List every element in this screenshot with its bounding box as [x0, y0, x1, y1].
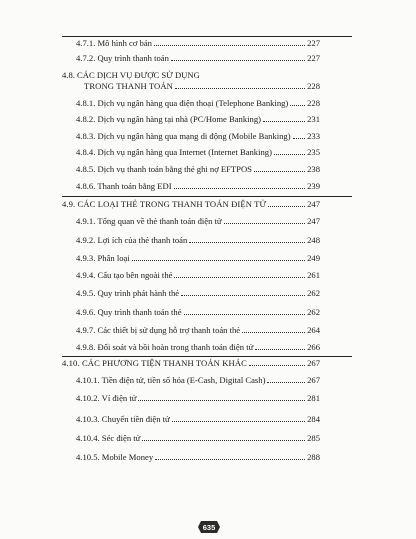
toc-entry-4-9-5	[76, 288, 320, 298]
toc-entry-page: 233	[307, 131, 320, 141]
toc-entry-page: 239	[307, 181, 320, 191]
dot-leader	[268, 206, 305, 207]
toc-entry-4-8-4	[76, 147, 320, 157]
toc-entry-4-8-2	[76, 114, 320, 124]
toc-entry-page: 228	[307, 81, 320, 91]
toc-entry-label: 4.8.2. Dịch vụ ngân hàng tại nhà (PC/Home Banking)	[76, 114, 261, 124]
dot-leader	[132, 260, 305, 261]
dot-leader	[184, 314, 305, 315]
toc-entry-4-8-1	[76, 98, 320, 108]
toc-entry-page: 267	[307, 358, 320, 368]
toc-entry-4-8-3	[76, 131, 320, 141]
toc-entry-page: 231	[307, 114, 320, 124]
toc-entry-label: 4.9.8. Đối soát và bồi hoàn trong thanh toán điện tử	[76, 342, 254, 352]
toc-entry-4-9-6	[76, 307, 320, 317]
toc-entry-page: 247	[307, 199, 320, 209]
toc-entry-label: 4.7.1. Mô hình cơ bản	[76, 38, 152, 48]
section-heading-4-8	[84, 81, 320, 91]
toc-entry-page: 288	[307, 452, 320, 462]
dot-leader	[254, 171, 305, 172]
toc-entry-4-9-3	[76, 253, 320, 263]
toc-entry-label: 4.9.1. Tổng quan về thẻ thanh toán điện tử	[76, 216, 222, 226]
toc-entry-page: 228	[307, 98, 320, 108]
dot-leader	[154, 45, 305, 46]
toc-entry-label: 4.10.4. Séc điện tử	[76, 433, 141, 443]
dot-leader	[249, 365, 305, 366]
toc-entry-page: 262	[307, 288, 320, 298]
toc-entry-page: 267	[307, 375, 320, 385]
dot-leader	[155, 459, 305, 460]
toc-entry-label: 4.8.6. Thanh toán bằng EDI	[76, 181, 172, 191]
toc-entry-4-10-2	[76, 393, 320, 403]
dot-leader	[175, 88, 305, 89]
section-heading-4-10	[62, 358, 320, 368]
dot-leader	[171, 60, 305, 61]
dot-leader	[224, 223, 305, 224]
top-rule	[62, 36, 352, 37]
toc-entry-page: 264	[307, 325, 320, 335]
dot-leader	[172, 421, 305, 422]
section-rule	[62, 356, 352, 357]
dot-leader	[274, 154, 305, 155]
dot-leader	[181, 295, 305, 296]
dot-leader	[142, 440, 305, 441]
toc-entry-page: 281	[307, 393, 320, 403]
page-number: 635	[202, 522, 216, 532]
toc-entry-label: 4.9.5. Quy trình phát hành thẻ	[76, 288, 180, 298]
dot-leader	[174, 277, 305, 278]
toc-entry-label: 4.8.4. Dịch vụ ngân hàng qua Internet (Internet Banking)	[76, 147, 272, 157]
toc-entry-label: 4.10.5. Mobile Money	[76, 452, 154, 462]
toc-entry-label: 4.8.1. Dịch vụ ngân hàng qua điện thoại (Telephone Banking)	[76, 98, 289, 108]
toc-entry-4-9-1	[76, 216, 320, 226]
dot-leader	[242, 332, 305, 333]
dot-leader	[174, 188, 305, 189]
dot-leader	[293, 138, 305, 139]
dot-leader	[290, 105, 305, 106]
toc-entry-page: 262	[307, 307, 320, 317]
toc-entry-page: 261	[307, 270, 320, 280]
toc-entry-4-9-7	[76, 325, 320, 335]
toc-entry-label: 4.9.2. Lợi ích của thẻ thanh toán	[76, 235, 188, 245]
toc-entry-label: 4.9.6. Quy trình thanh toán thẻ	[76, 307, 182, 317]
toc-entry-4-10-4	[76, 433, 320, 443]
toc-entry-label: 4.9. CÁC LOẠI THẺ TRONG THANH TOÁN ĐIỆN TỬ	[62, 199, 267, 209]
toc-entry-4-8-6	[76, 181, 320, 191]
toc-entry-label: 4.10.2. Ví điện tử	[76, 393, 137, 403]
toc-entry-page: 227	[307, 53, 320, 63]
section-rule	[62, 196, 352, 197]
toc-entry-4-10-5	[76, 452, 320, 462]
toc-entry-page: 284	[307, 414, 320, 424]
dot-leader	[263, 121, 305, 122]
dot-leader	[138, 400, 305, 401]
toc-entry-label: 4.9.7. Các thiết bị sử dụng hỗ trợ thanh toán thẻ	[76, 325, 241, 335]
toc-entry-4-9-2	[76, 235, 320, 245]
toc-entry-page: 238	[307, 164, 320, 174]
section-heading-4-9	[62, 199, 320, 209]
dot-leader	[267, 382, 305, 383]
toc-entry-page: 266	[307, 342, 320, 352]
dot-leader	[189, 242, 305, 243]
section-heading-4-8-line1: 4.8. CÁC DỊCH VỤ ĐƯỢC SỬ DỤNG	[62, 70, 200, 80]
toc-entry-4-8-5	[76, 164, 320, 174]
toc-entry-4-7-1	[76, 38, 320, 48]
toc-entry-4-10-1	[76, 375, 320, 385]
toc-entry-label: 4.10.1. Tiền điện tử, tiền số hóa (E-Cash, Digital Cash)	[76, 375, 266, 385]
toc-entry-label: 4.9.3. Phân loại	[76, 253, 130, 263]
toc-entry-page: 227	[307, 38, 320, 48]
toc-entry-4-9-4	[76, 270, 320, 280]
dot-leader	[255, 349, 305, 350]
toc-entry-4-7-2	[76, 53, 320, 63]
toc-entry-label: 4.10.3. Chuyển tiền điện tử	[76, 414, 170, 424]
page-number-badge	[198, 521, 220, 533]
toc-entry-4-10-3	[76, 414, 320, 424]
toc-entry-label: TRONG THANH TOÁN	[84, 81, 173, 91]
toc-entry-page: 285	[307, 433, 320, 443]
toc-entry-page: 247	[307, 216, 320, 226]
toc-entry-label: 4.7.2. Quy trình thanh toán	[76, 53, 169, 63]
toc-entry-page: 248	[307, 235, 320, 245]
toc-entry-4-9-8	[76, 342, 320, 352]
toc-entry-page: 249	[307, 253, 320, 263]
toc-entry-page: 235	[307, 147, 320, 157]
toc-entry-label: 4.8.5. Dịch vụ thanh toán bằng thẻ ghi nợ EFTPOS	[76, 164, 252, 174]
toc-entry-label: 4.9.4. Cấu tạo bên ngoài thẻ	[76, 270, 173, 280]
toc-entry-label: 4.8.3. Dịch vụ ngân hàng qua mạng di động (Mobile Banking)	[76, 131, 291, 141]
toc-entry-label: 4.10. CÁC PHƯƠNG TIỆN THANH TOÁN KHÁC	[62, 358, 247, 368]
